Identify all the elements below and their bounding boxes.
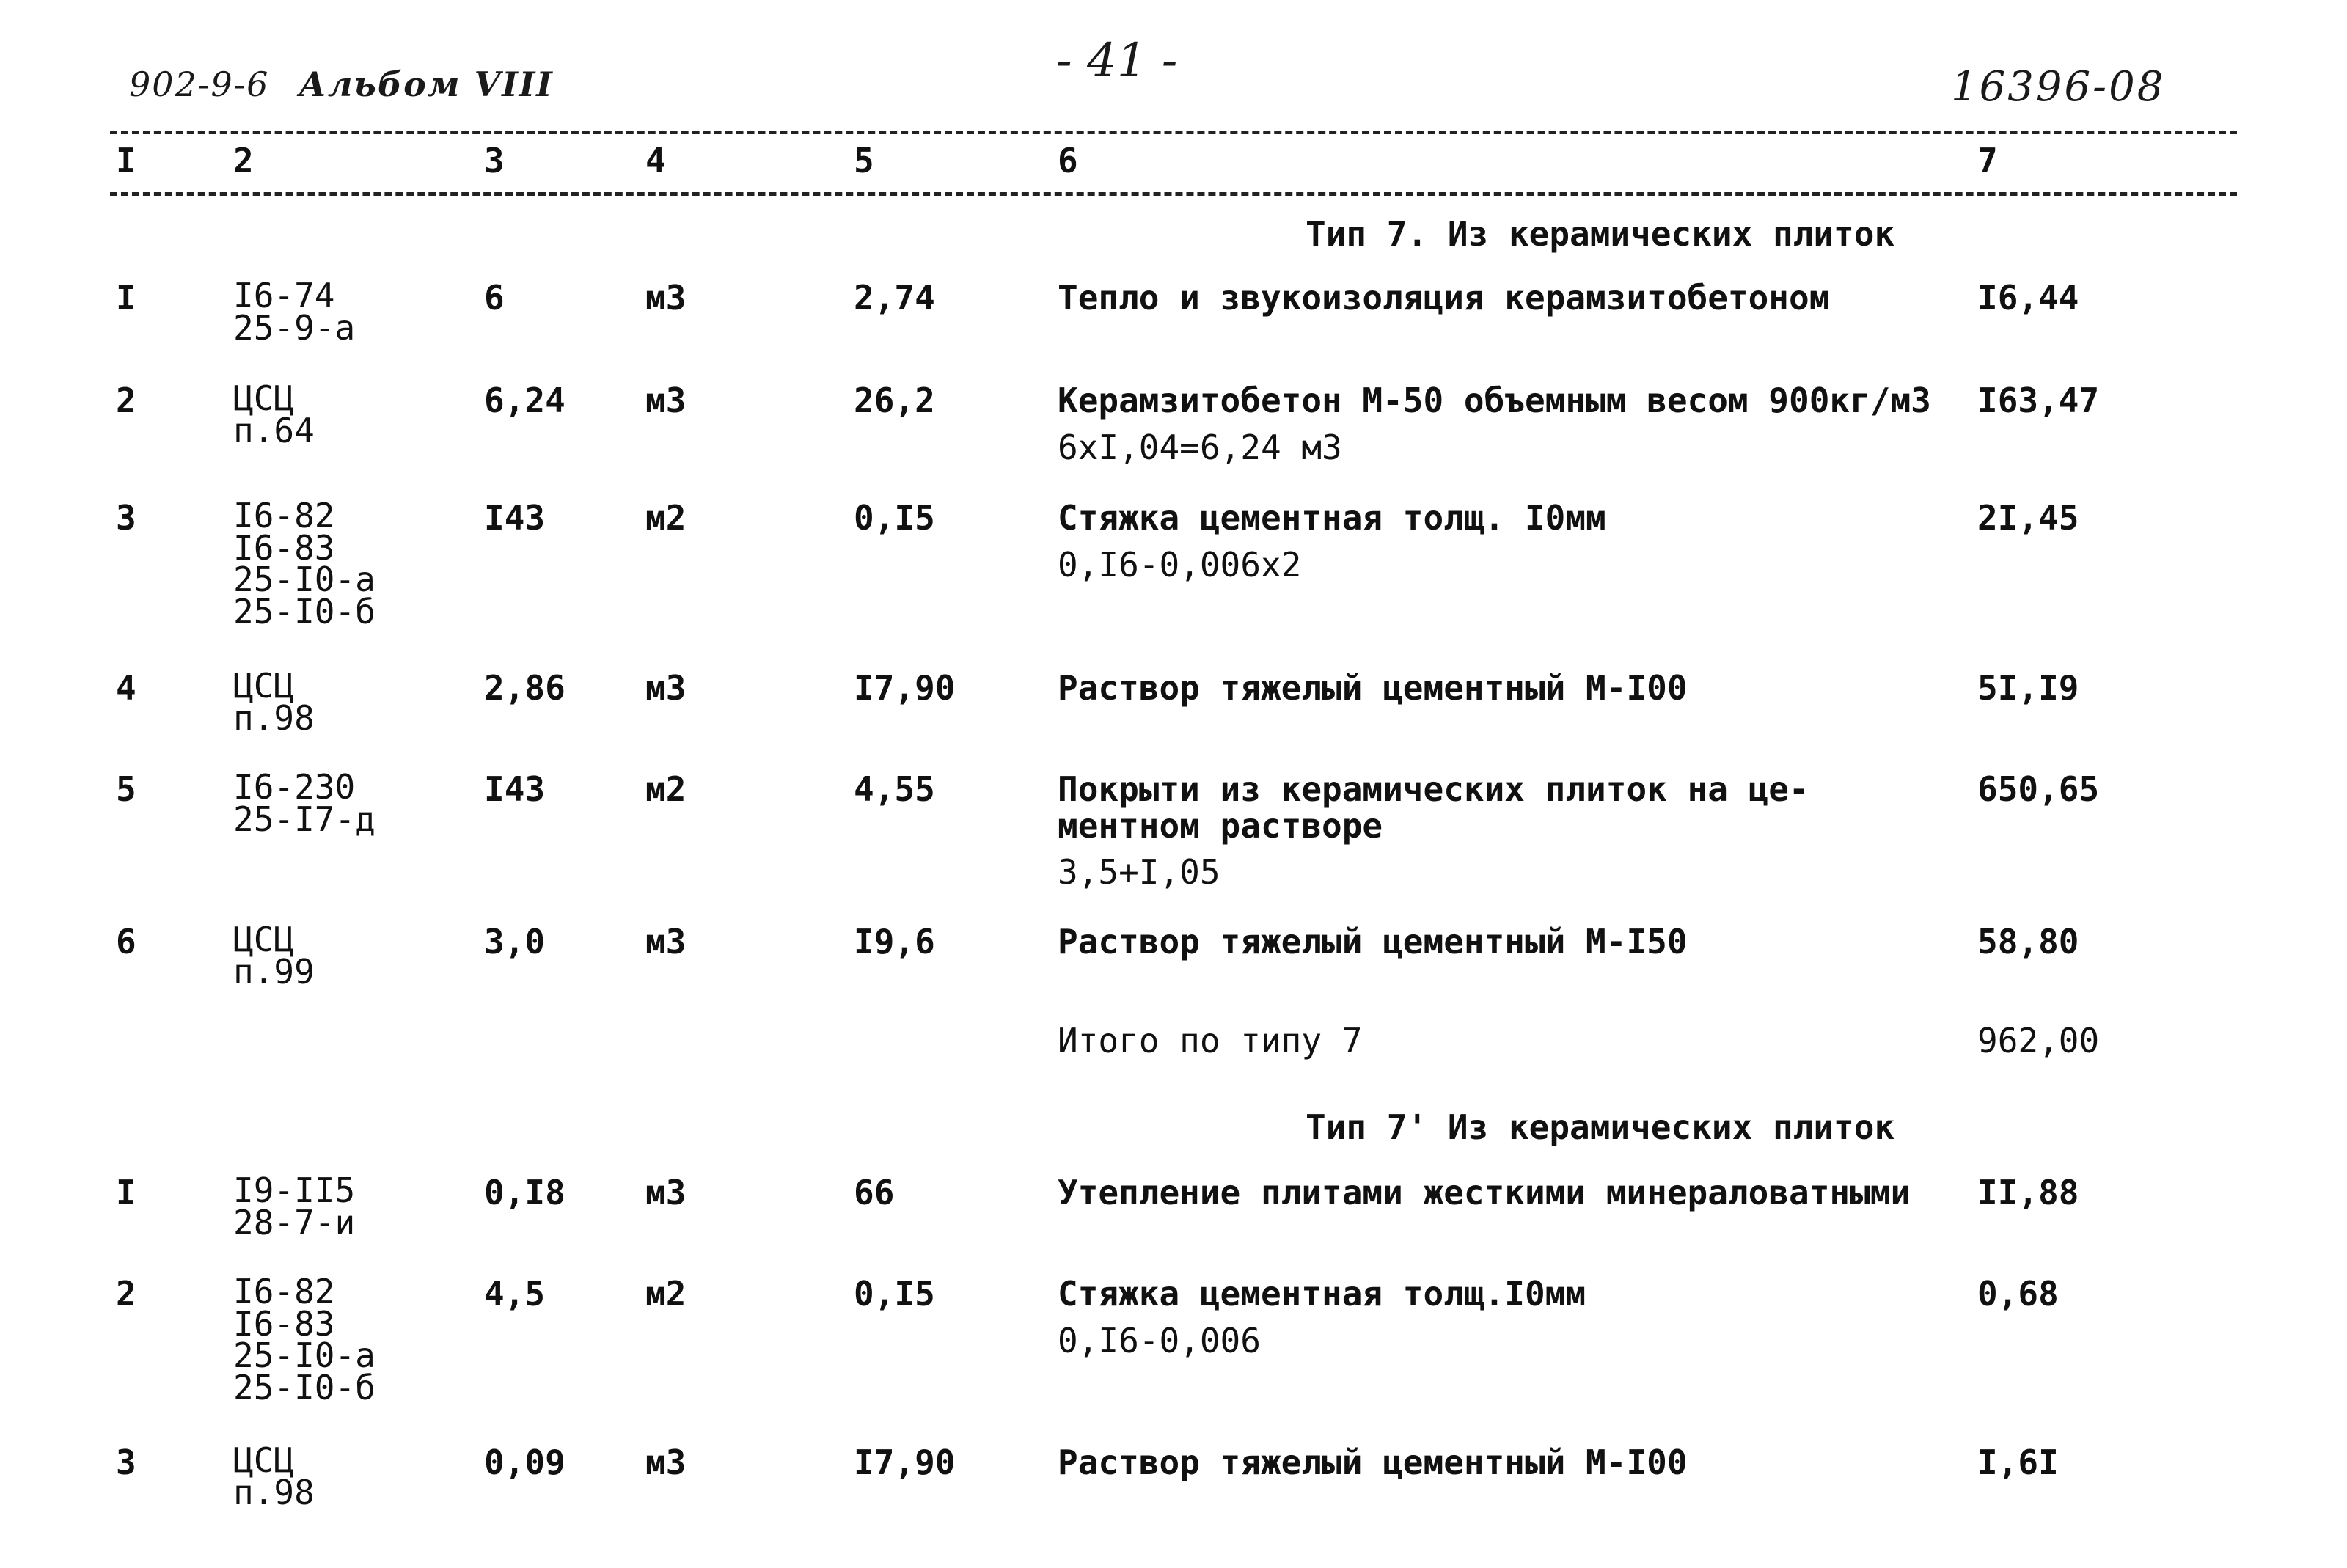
type7prime-row-number: 2 xyxy=(116,1274,136,1314)
type7-description: Стяжка цементная толщ. I0мм 0,I6-0,006х2 xyxy=(1058,498,1606,585)
col-header-1: I xyxy=(116,141,136,180)
type7prime-unit: м3 xyxy=(645,1173,686,1212)
section-2-title: Тип 7' Из керамических плиток xyxy=(1306,1107,1895,1147)
type7prime-unit: м2 xyxy=(645,1274,686,1314)
type7-unit-price: I7,90 xyxy=(854,668,956,708)
col-header-5: 5 xyxy=(854,141,874,180)
type7-norm-codes: I6-82 I6-83 25-I0-а 25-I0-б xyxy=(233,496,376,632)
type7-norm-codes: ЦСЦ п.99 xyxy=(233,920,315,992)
type7prime-row-number: 3 xyxy=(116,1443,136,1482)
type7-description: Керамзитобетон М-50 объемным весом 900кг/м3 6хI,04=6,24 м3 xyxy=(1058,381,1931,467)
type7prime-calculation: 0,I6-0,006 xyxy=(1058,1320,1261,1360)
type7-norm-codes: ЦСЦ п.98 xyxy=(233,666,315,738)
type7prime-row-number: I xyxy=(116,1173,136,1212)
col-header-4: 4 xyxy=(645,141,666,180)
type7-unit: м3 xyxy=(645,278,686,318)
type7-description: Раствор тяжелый цементный М-I00 xyxy=(1058,668,1688,708)
col-header-2: 2 xyxy=(233,141,254,180)
sheet-code: 16396-08 xyxy=(1951,63,2166,111)
type7-quantity: 3,0 xyxy=(484,922,546,961)
doc-code-text: 902-9-6 xyxy=(129,65,270,104)
type7-row-number: 2 xyxy=(116,381,136,420)
type7-norm-codes: ЦСЦ п.64 xyxy=(233,378,315,450)
type7-row-number: 5 xyxy=(116,769,136,809)
type7-unit-price: 4,55 xyxy=(854,769,935,809)
type7-description: Тепло и звукоизоляция керамзитобетоном xyxy=(1058,278,1830,318)
type7-description: Покрыти из керамических плиток на це- ментном растворе 3,5+I,05 xyxy=(1058,769,1809,893)
type7-unit-price: 26,2 xyxy=(854,381,935,420)
type7-row-number: 3 xyxy=(116,498,136,538)
type7-quantity: I43 xyxy=(484,769,546,809)
type7-unit: м3 xyxy=(645,668,686,708)
col-header-3: 3 xyxy=(484,141,505,180)
type7prime-unit-price: 0,I5 xyxy=(854,1274,935,1314)
type7-quantity: 6 xyxy=(484,278,505,318)
page-number: - 41 - xyxy=(1056,34,1178,88)
type7prime-description: Раствор тяжелый цементный М-I00 xyxy=(1058,1443,1688,1482)
type7-total: 2I,45 xyxy=(1977,498,2079,538)
type7-unit: м2 xyxy=(645,769,686,809)
col-header-6: 6 xyxy=(1058,141,1078,180)
type7-norm-codes: I6-230 25-I7-д xyxy=(233,767,376,839)
section-1-title: Тип 7. Из керамических плиток xyxy=(1306,214,1895,254)
type7-unit-price: I9,6 xyxy=(854,922,935,961)
type7prime-norm-codes: ЦСЦ п.98 xyxy=(233,1440,315,1512)
type7prime-quantity: 0,I8 xyxy=(484,1173,565,1212)
type7prime-total: II,88 xyxy=(1977,1173,2079,1212)
type7-unit-price: 2,74 xyxy=(854,278,935,318)
type7-unit: м3 xyxy=(645,381,686,420)
type7-quantity: I43 xyxy=(484,498,546,538)
type7-row-number: 4 xyxy=(116,668,136,708)
type7-calculation: 6хI,04=6,24 м3 xyxy=(1058,427,1342,467)
type7-unit: м2 xyxy=(645,498,686,538)
type7-row-number: I xyxy=(116,278,136,318)
type7prime-description: Стяжка цементная толщ.I0мм 0,I6-0,006 xyxy=(1058,1274,1586,1360)
type7-total: 5I,I9 xyxy=(1977,668,2079,708)
type7prime-norm-codes: I6-82 I6-83 25-I0-а 25-I0-б xyxy=(233,1272,376,1408)
type7-quantity: 6,24 xyxy=(484,381,565,420)
type7-total: 58,80 xyxy=(1977,922,2079,961)
type7-total: I63,47 xyxy=(1977,381,2100,420)
type7-unit-price: 0,I5 xyxy=(854,498,935,538)
section-1-total-value: 962,00 xyxy=(1977,1021,2100,1060)
type7prime-unit-price: I7,90 xyxy=(854,1443,956,1482)
type7-unit: м3 xyxy=(645,922,686,961)
type7prime-total: I,6I xyxy=(1977,1443,2059,1482)
type7prime-norm-codes: I9-II5 28-7-и xyxy=(233,1170,356,1242)
type7-description: Раствор тяжелый цементный М-I50 xyxy=(1058,922,1688,961)
type7prime-description: Утепление плитами жесткими минераловатными xyxy=(1058,1173,1911,1212)
type7prime-quantity: 0,09 xyxy=(484,1443,565,1482)
album-label: Альбом VIII xyxy=(299,65,554,104)
section-1-total-label: Итого по типу 7 xyxy=(1058,1021,1363,1060)
type7-calculation: 0,I6-0,006х2 xyxy=(1058,544,1302,585)
type7prime-unit: м3 xyxy=(645,1443,686,1482)
type7prime-total: 0,68 xyxy=(1977,1274,2059,1314)
type7-norm-codes: I6-74 25-9-а xyxy=(233,276,356,348)
col-header-7: 7 xyxy=(1977,141,1998,180)
type7-total: I6,44 xyxy=(1977,278,2079,318)
type7-quantity: 2,86 xyxy=(484,668,565,708)
document-code xyxy=(129,65,554,104)
type7-row-number: 6 xyxy=(116,922,136,961)
type7-calculation: 3,5+I,05 xyxy=(1058,852,1220,893)
type7prime-unit-price: 66 xyxy=(854,1173,895,1212)
header-rule-top xyxy=(110,131,2237,134)
header-rule-bottom xyxy=(110,192,2237,196)
type7prime-quantity: 4,5 xyxy=(484,1274,546,1314)
type7-total: 650,65 xyxy=(1977,769,2100,809)
